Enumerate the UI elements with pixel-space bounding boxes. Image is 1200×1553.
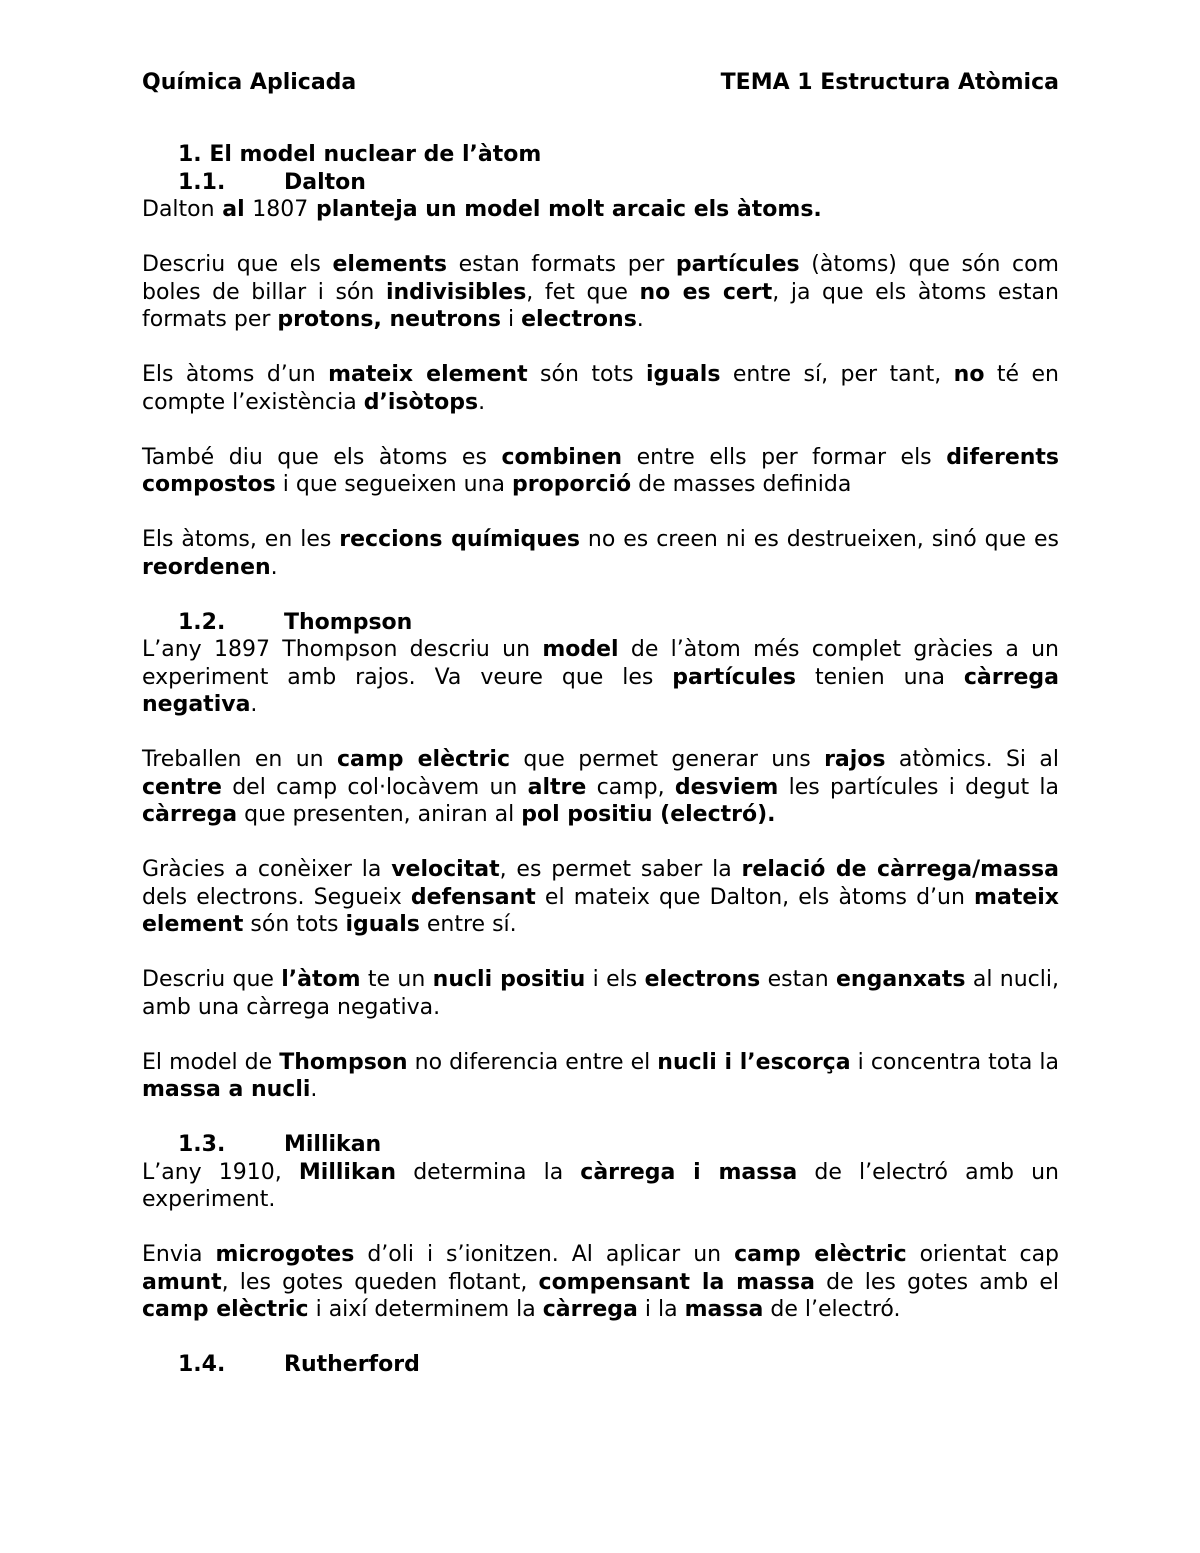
bold-text: diferents compostos bbox=[142, 444, 1060, 497]
bold-text: velocitat bbox=[391, 857, 500, 882]
body-text: entre sí, per tant, bbox=[720, 362, 954, 387]
body-text: Treballen en un bbox=[142, 747, 337, 772]
body-text: de l’electró. bbox=[763, 1297, 901, 1322]
body-text: dels electrons. Segueix bbox=[142, 884, 411, 910]
bold-text: reccions químiques bbox=[339, 527, 580, 552]
subsection-title: Rutherford bbox=[284, 1352, 420, 1377]
bold-text: iguals bbox=[645, 362, 721, 387]
body-text: no diferencia entre el bbox=[407, 1049, 658, 1075]
body-text: . bbox=[250, 692, 258, 717]
body-text: entre sí. bbox=[419, 912, 517, 937]
body-text: camp, bbox=[586, 774, 675, 800]
body-text: de l’electró amb un experiment. bbox=[142, 1159, 1059, 1212]
body-text: L’any 1910, bbox=[142, 1159, 299, 1185]
body-text: i bbox=[501, 307, 522, 332]
section-heading: 1. El model nuclear de l’àtom bbox=[178, 142, 542, 167]
body-text: atòmics. Si al bbox=[885, 747, 1060, 772]
body-text: determina la bbox=[396, 1159, 581, 1185]
bold-text: iguals bbox=[345, 912, 420, 937]
body-text: . bbox=[636, 307, 644, 332]
paragraph bbox=[142, 856, 1059, 939]
bold-text: proporció bbox=[512, 472, 632, 497]
bold-text: rajos bbox=[824, 747, 886, 772]
body-text: Els àtoms, en les bbox=[142, 527, 340, 552]
body-text: , ja que els àtoms estan formats per bbox=[142, 279, 1059, 332]
body-text: el mateix que Dalton, els àtoms d’un bbox=[535, 884, 975, 910]
subsection-title: Thompson bbox=[284, 609, 413, 635]
bold-text: mateix element bbox=[328, 362, 528, 387]
bold-text: pol positiu (electró). bbox=[521, 802, 776, 827]
bold-text: càrrega bbox=[142, 802, 238, 827]
subsection-heading-rutherford bbox=[142, 1351, 1059, 1379]
bold-text: camp elèctric bbox=[337, 747, 510, 772]
body-text: Els àtoms d’un bbox=[142, 362, 329, 387]
paragraph bbox=[142, 526, 1059, 581]
subsection-number: 1.2. bbox=[178, 609, 226, 635]
subsection-number: 1.4. bbox=[178, 1352, 226, 1377]
bold-text: model bbox=[542, 637, 619, 662]
bold-text: camp elèctric bbox=[734, 1242, 907, 1267]
body-text: L’any 1897 Thompson descriu un bbox=[142, 637, 543, 662]
body-text: (àtoms) que són com boles de billar i són bbox=[142, 252, 1059, 305]
body-text: , fet que bbox=[526, 279, 640, 305]
body-text: són tots bbox=[243, 912, 346, 937]
body-text: estan formats per bbox=[447, 252, 676, 277]
paragraph bbox=[142, 196, 1059, 224]
bold-text: planteja un model molt arcaic els àtoms. bbox=[308, 197, 822, 222]
body-text: Envia bbox=[142, 1242, 216, 1267]
body-text: , les gotes queden flotant, bbox=[221, 1269, 539, 1295]
paragraph bbox=[142, 966, 1059, 1021]
subsection-title: Dalton bbox=[284, 169, 366, 195]
bold-text: massa a nucli bbox=[142, 1077, 311, 1102]
bold-text: d’isòtops bbox=[363, 389, 479, 415]
page-header bbox=[142, 70, 1059, 100]
body-text: 1807 bbox=[252, 197, 309, 222]
body-text: . bbox=[270, 554, 278, 580]
body-text: També diu que els àtoms es bbox=[142, 444, 502, 470]
bold-text: mateix element bbox=[142, 884, 1059, 937]
body-text: . bbox=[478, 389, 486, 415]
body-text: i així determinem la bbox=[308, 1297, 543, 1322]
subsection-heading-dalton bbox=[142, 169, 1059, 197]
body-text: i concentra tota la bbox=[850, 1049, 1059, 1075]
bold-text: reordenen bbox=[142, 554, 271, 580]
paragraph bbox=[142, 444, 1059, 499]
bold-text: l’àtom bbox=[281, 967, 361, 992]
bold-text: electrons bbox=[644, 967, 761, 992]
bold-text: relació de càrrega/massa bbox=[741, 857, 1059, 882]
body-text: són tots bbox=[527, 362, 646, 387]
body-text: . bbox=[310, 1077, 318, 1102]
bold-text: microgotes bbox=[215, 1242, 355, 1267]
header-topic: TEMA 1 Estructura Atòmica bbox=[720, 70, 1059, 95]
body-text: que permet generar uns bbox=[510, 747, 825, 772]
body-text: entre ells per formar els bbox=[622, 444, 947, 470]
paragraph bbox=[142, 1049, 1059, 1104]
bold-text: partícules bbox=[672, 664, 797, 690]
body-text: , es permet saber la bbox=[499, 857, 742, 882]
header-subject: Química Aplicada bbox=[142, 70, 357, 95]
subsection-heading-millikan bbox=[142, 1131, 1059, 1159]
subsection-number: 1.3. bbox=[178, 1132, 226, 1157]
subsection-title: Millikan bbox=[284, 1132, 382, 1157]
body-text: al nucli, amb una càrrega negativa. bbox=[142, 967, 1059, 1020]
body-text: de masses definida bbox=[631, 472, 852, 497]
body-text: Dalton bbox=[142, 197, 215, 222]
body-text: Gràcies a conèixer la bbox=[142, 857, 392, 882]
subsection-number: 1.1. bbox=[178, 169, 226, 195]
bold-text: camp elèctric bbox=[142, 1297, 309, 1322]
bold-text: indivisibles bbox=[385, 279, 527, 305]
paragraph bbox=[142, 636, 1059, 719]
bold-text: defensant bbox=[410, 884, 536, 910]
body-text: que presenten, aniran al bbox=[237, 802, 522, 827]
paragraph bbox=[142, 1159, 1059, 1214]
body-text: les partícules i degut la bbox=[778, 774, 1060, 800]
bold-text: combinen bbox=[501, 444, 623, 470]
bold-text: massa bbox=[684, 1297, 764, 1322]
bold-text: electrons bbox=[521, 307, 637, 332]
body-text: i els bbox=[585, 967, 645, 992]
bold-text: compensant la massa bbox=[538, 1269, 815, 1295]
bold-text: no bbox=[953, 362, 985, 387]
bold-text: altre bbox=[527, 774, 587, 800]
document-body bbox=[142, 141, 1059, 1379]
body-text: de les gotes amb el bbox=[814, 1269, 1059, 1295]
body-text: té en compte l’existència bbox=[142, 362, 1059, 415]
bold-text: partícules bbox=[675, 252, 800, 277]
body-text: tenien una bbox=[796, 664, 964, 690]
bold-text: nucli i l’escorça bbox=[657, 1049, 851, 1075]
paragraph bbox=[142, 251, 1059, 334]
body-text: te un bbox=[360, 967, 433, 992]
bold-text: Thompson bbox=[279, 1049, 408, 1075]
bold-text: càrrega bbox=[542, 1297, 638, 1322]
paragraph bbox=[142, 746, 1059, 829]
body-text: de l’àtom més complet gràcies a un experiment amb rajos. Va veure que les bbox=[142, 637, 1059, 690]
paragraph bbox=[142, 361, 1059, 416]
bold-text: desviem bbox=[674, 774, 779, 800]
body-text: Descriu que els bbox=[142, 252, 333, 277]
body-text: estan bbox=[760, 967, 837, 992]
bold-text: protons, neutrons bbox=[277, 307, 502, 332]
body-text: no es creen ni es destrueixen, sinó que es bbox=[579, 527, 1059, 552]
bold-text: enganxats bbox=[836, 967, 966, 992]
body-text: i que segueixen una bbox=[275, 472, 513, 497]
body-text: Descriu que bbox=[142, 967, 282, 992]
bold-text: càrrega i massa bbox=[580, 1159, 798, 1185]
bold-text: elements bbox=[332, 252, 448, 277]
bold-text: nucli positiu bbox=[432, 967, 586, 992]
body-text: i la bbox=[637, 1297, 685, 1322]
body-text: orientat cap bbox=[906, 1242, 1060, 1267]
subsection-heading-thompson bbox=[142, 609, 1059, 637]
bold-text: no es cert bbox=[639, 279, 773, 305]
bold-text: càrrega negativa bbox=[142, 664, 1059, 717]
bold-text: centre bbox=[142, 774, 222, 800]
paragraph bbox=[142, 1241, 1059, 1324]
body-text: del camp col·locàvem un bbox=[221, 774, 528, 800]
body-text: El model de bbox=[142, 1049, 280, 1075]
body-text: d’oli i s’ionitzen. Al aplicar un bbox=[354, 1242, 735, 1267]
bold-text: amunt bbox=[142, 1269, 222, 1295]
bold-text: al bbox=[214, 197, 253, 222]
bold-text: Millikan bbox=[298, 1159, 397, 1185]
